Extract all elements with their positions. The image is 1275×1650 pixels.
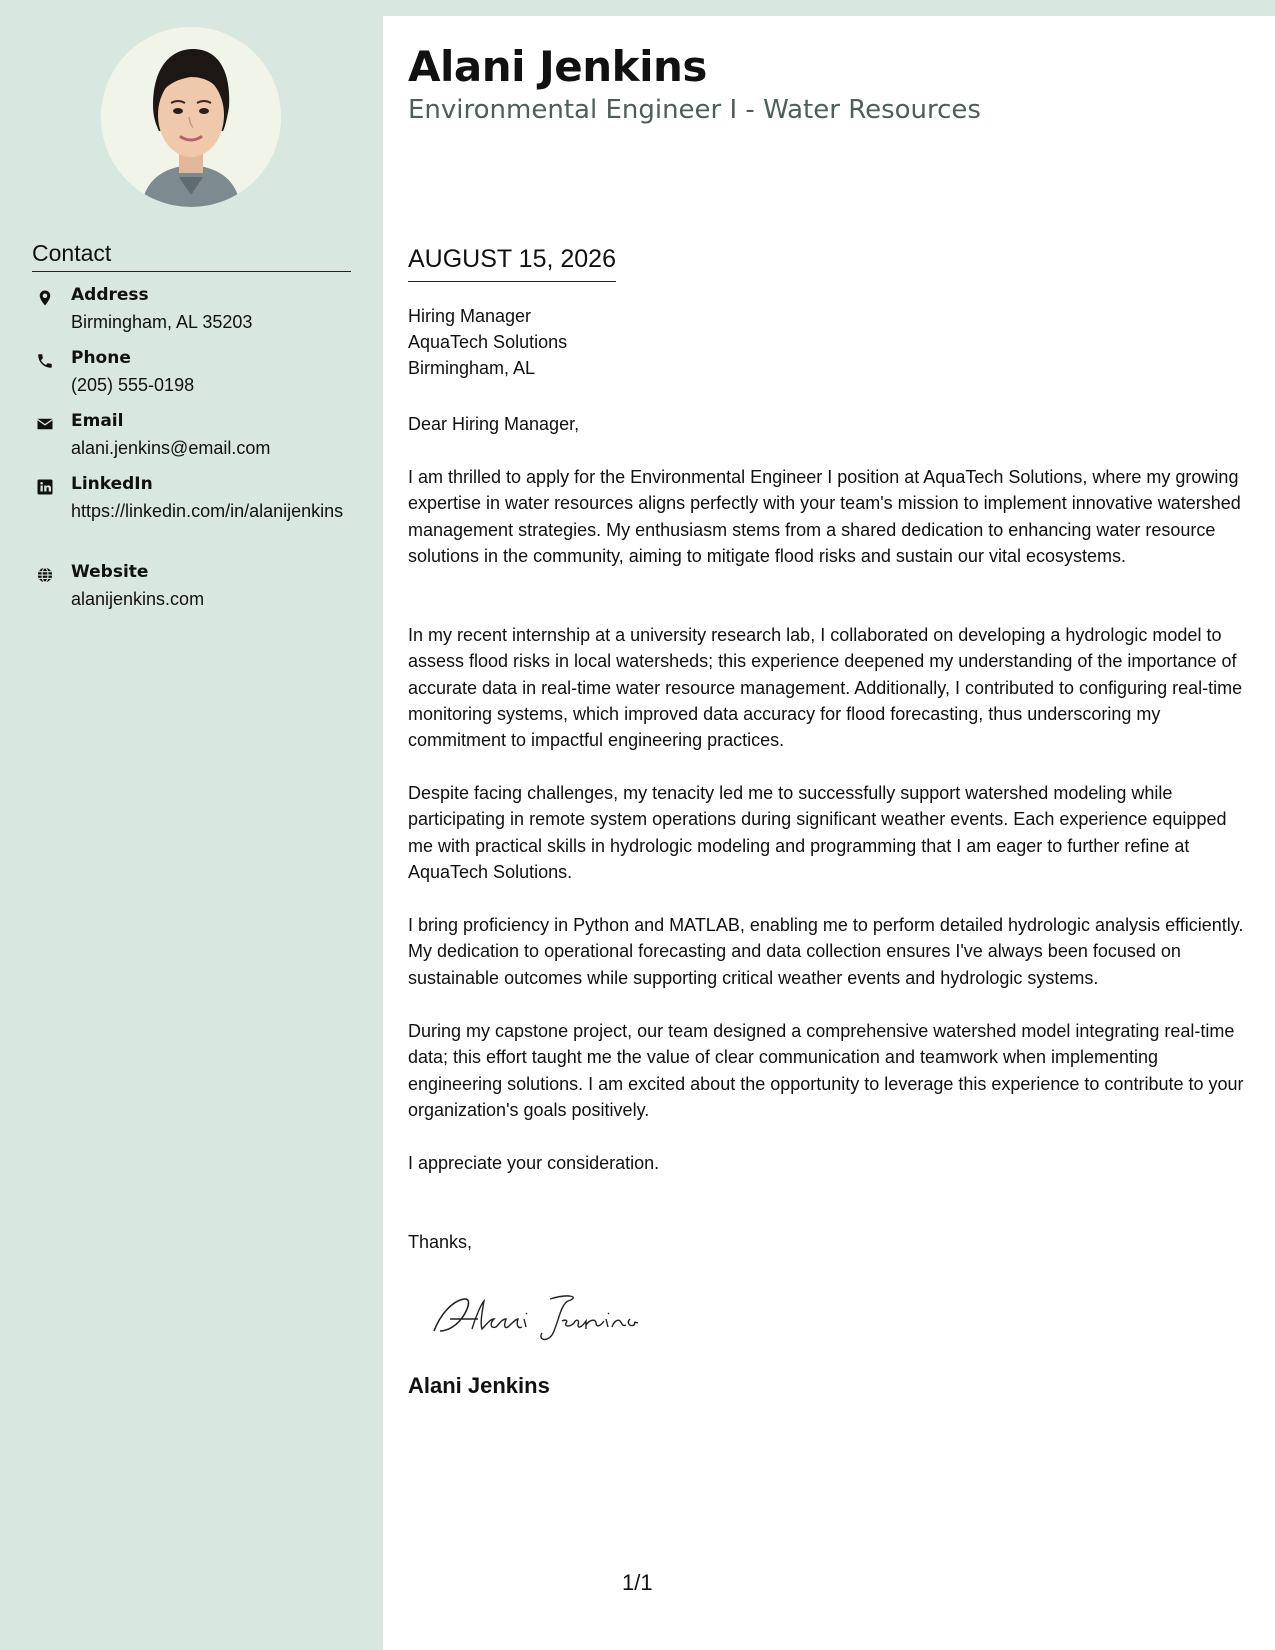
location-pin-icon xyxy=(32,287,58,309)
body-paragraph: Despite facing challenges, my tenacity led me to successfully support watershed modeling while participating in remote system operations during significant weather events. Each experience equipped me with practical skills in hydrologic modeling and programming that I am eager to further refine at AquaTech Solutions. xyxy=(408,783,1227,882)
job-title: Environmental Engineer I - Water Resources xyxy=(408,95,981,125)
recipient-line: Hiring Manager xyxy=(408,306,532,326)
body-paragraph: I am thrilled to apply for the Environmental Engineer I position at AquaTech Solutions, where my growing expertise in water resources aligns perfectly with your team's mission to implement innovative watershed management strategies. My enthusiasm stems from a shared dedication to enhancing water resource solutions in the community, aiming to mitigate flood risks and sustain our vital ecosystems. xyxy=(408,467,1241,566)
contact-label: Address xyxy=(71,285,149,305)
contact-label: Phone xyxy=(71,348,131,368)
contact-label: Website xyxy=(71,562,149,582)
page-number: 1/1 xyxy=(622,1570,653,1595)
contact-label: Email xyxy=(71,411,124,431)
recipient-line: Birmingham, AL xyxy=(408,358,536,378)
linkedin-icon xyxy=(32,476,58,498)
letter-date: AUGUST 15, 2026 xyxy=(408,245,616,282)
contact-heading: Contact xyxy=(32,240,351,272)
recipient-line: AquaTech Solutions xyxy=(408,332,568,352)
recipient-block xyxy=(408,303,567,381)
handwritten-signature xyxy=(420,1285,660,1345)
profile-photo xyxy=(101,27,281,207)
contact-value[interactable]: alani.jenkins@email.com xyxy=(71,438,271,458)
signer-name: Alani Jenkins xyxy=(408,1373,550,1398)
globe-icon xyxy=(32,564,58,586)
contact-value: (205) 555-0198 xyxy=(71,375,195,395)
closing-line: I appreciate your consideration. xyxy=(408,1153,660,1173)
applicant-name: Alani Jenkins xyxy=(408,42,707,91)
contact-label: LinkedIn xyxy=(71,474,153,494)
body-paragraph: During my capstone project, our team designed a comprehensive watershed model integrating real-time data; this effort taught me the value of clear communication and teamwork when implementing engineering solutions. I am excited about the opportunity to leverage this experience to contribute to your organization's goals positively. xyxy=(408,1021,1244,1120)
phone-icon xyxy=(32,350,58,372)
body-paragraph: I bring proficiency in Python and MATLAB, enabling me to perform detailed hydrologic analysis efficiently. My dedication to operational forecasting and data collection ensures I've always been focused on sustainable outcomes while supporting critical weather events and hydrologic systems. xyxy=(408,915,1244,988)
greeting: Dear Hiring Manager, xyxy=(408,414,580,434)
contact-value: Birmingham, AL 35203 xyxy=(71,312,253,332)
envelope-icon xyxy=(32,413,58,435)
contact-value[interactable]: alanijenkins.com xyxy=(71,589,205,609)
contact-value[interactable]: https://linkedin.com/in/alanijenkins xyxy=(71,501,344,521)
signoff: Thanks, xyxy=(408,1232,473,1252)
body-paragraph: In my recent internship at a university research lab, I collaborated on developing a hydrologic model to assess flood risks in local watersheds; this experience deepened my understanding of the importance of accurate data in real-time water resource management. Additionally, I contributed to configuring real-time monitoring systems, which improved data accuracy for flood forecasting, thus underscoring my commitment to impactful engineering practices. xyxy=(408,625,1243,751)
